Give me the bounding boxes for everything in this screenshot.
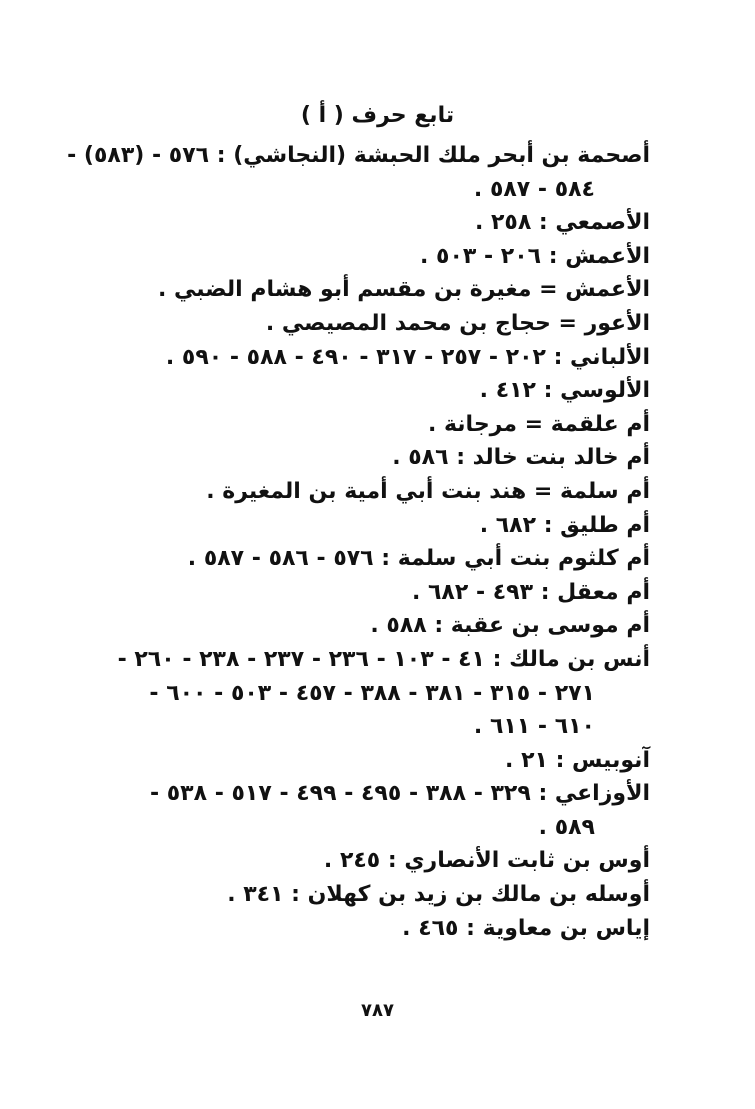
entry-continuation-line: ٦١٠ - ٦١١ . [473,714,595,740]
index-entry [110,576,650,610]
index-entry [110,374,650,408]
entry-line: أوس بن ثابت الأنصاري : ٢٤٥ . [323,848,650,874]
entry-line: الأعور = حجاج بن محمد المصيصي . [265,310,650,336]
entry-line: الأعمش : ٢٠٦ - ٥٠٣ . [420,243,650,269]
entry-line: آنوبيس : ٢١ . [505,747,650,773]
index-entry [110,475,650,509]
index-entry [110,912,650,946]
entry-continuation-line: ٥٨٤ - ٥٨٧ . [473,176,595,202]
index-entry [110,643,650,744]
entry-line: أم خالد بنت خالد : ٥٨٦ . [392,445,650,471]
entry-line: أم علقمة = مرجانة . [427,411,650,437]
index-entry [110,878,650,912]
entry-line: الأوزاعي : ٣٢٩ - ٣٨٨ - ٤٩٥ - ٤٩٩ - ٥١٧ - ٥٣٨ - [149,781,650,807]
entry-line: أصحمة بن أبحر ملك الحبشة (النجاشي) : ٥٧٦ - (٥٨٣) - [67,143,650,168]
entry-line: أم معقل : ٤٩٣ - ٦٨٢ . [411,579,650,605]
index-entry [110,777,650,844]
index-entry [110,307,650,341]
entry-line: أم طليق : ٦٨٢ . [479,512,650,538]
index-entry [110,509,650,543]
entry-line: أم كلثوم بنت أبي سلمة : ٥٧٦ - ٥٨٦ - ٥٨٧ . [187,546,650,572]
entry-line: أم سلمة = هند بنت أبي أمية بن المغيرة . [206,478,650,504]
index-entry [110,744,650,778]
entry-line: الألباني : ٢٠٢ - ٢٥٧ - ٣١٧ - ٤٩٠ - ٥٨٨ - ٥٩٠ . [165,344,650,370]
entry-line: إياس بن معاوية : ٤٦٥ . [402,915,650,941]
index-entry [110,408,650,442]
index-entry [110,273,650,307]
index-entry [110,341,650,375]
entry-line: الأصمعي : ٢٥٨ . [474,210,650,236]
index-entry [110,441,650,475]
entry-line: الألوسي : ٤١٢ . [479,378,650,404]
page-number: ٧٨٧ [361,1000,394,1021]
entry-line: أوسله بن مالك بن زيد بن كهلان : ٣٤١ . [227,882,650,908]
entry-line: أم موسى بن عقبة : ٥٨٨ . [370,613,650,639]
index-entry [110,844,650,878]
entry-continuation-line: ٢٧١ - ٣١٥ - ٣٨١ - ٣٨٨ - ٤٥٧ - ٥٠٣ - ٦٠٠ - [149,680,595,706]
index-entry [67,139,650,206]
index-entry [110,609,650,643]
index-entry [110,206,650,240]
entry-line: الأعمش = مغيرة بن مقسم أبو هشام الضبي . [157,277,650,303]
entry-line: أنس بن مالك : ٤١ - ١٠٣ - ٢٣٦ - ٢٣٧ - ٢٣٨ - ٢٦٠ - [117,646,650,672]
entry-continuation-line: ٥٨٩ . [538,814,595,840]
index-entry [110,542,650,576]
index-entries [67,139,650,945]
index-entry [110,240,650,274]
section-heading: تابع حرف ( أ ) [300,103,455,128]
